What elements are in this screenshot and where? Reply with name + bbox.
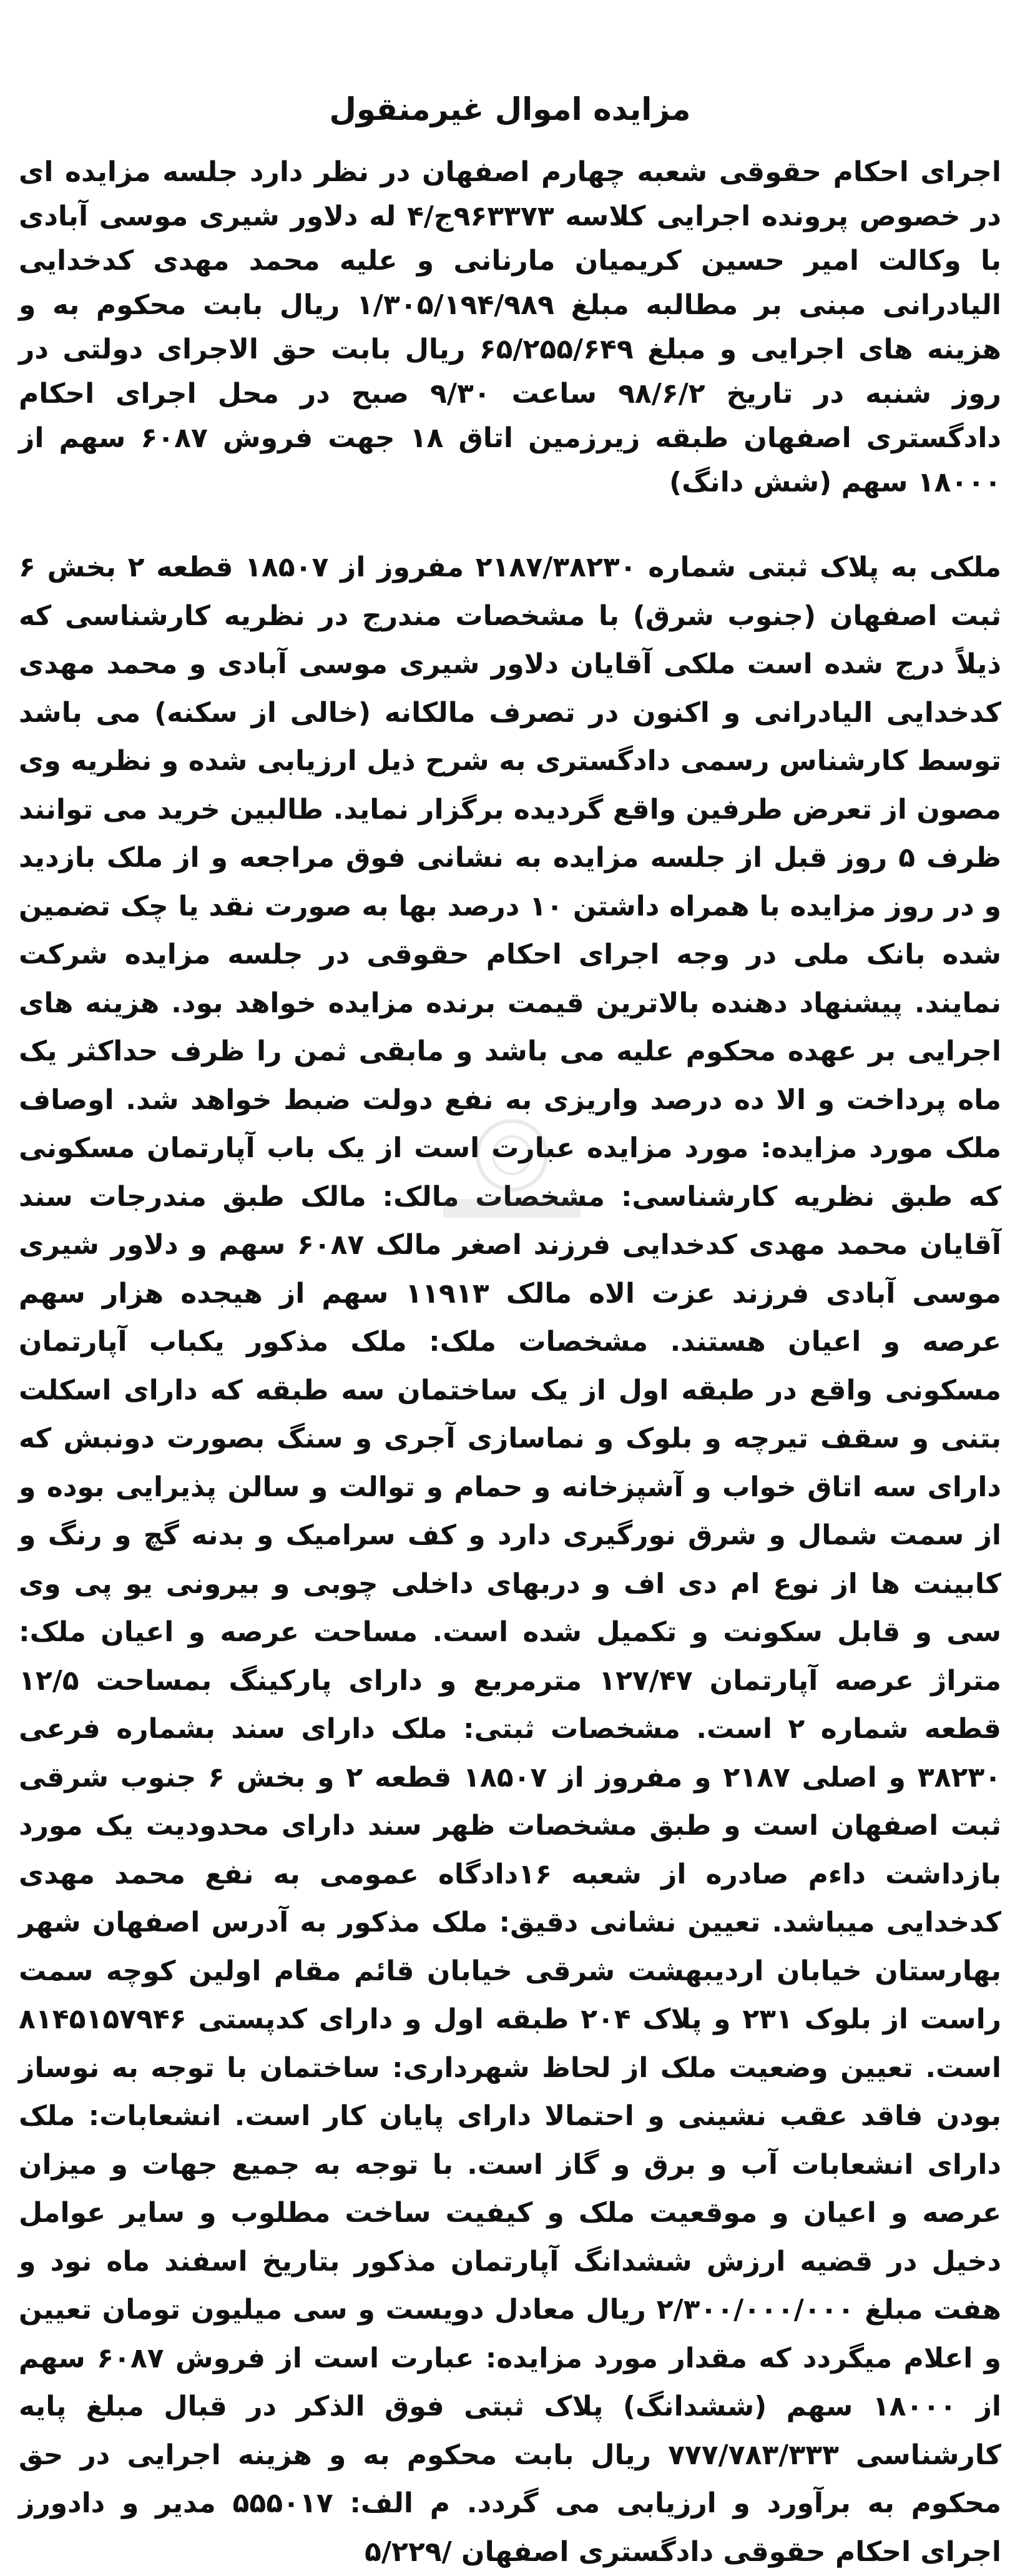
page-title: مزایده اموال غیرمنقول [329,91,691,127]
intro-paragraph: اجرای احکام حقوقی شعبه چهارم اصفهان در نظر دارد جلسه مزایده ای در خصوص پرونده اجرایی کلاسه ۹۶۳۳۷۳ج/۴ له دلاور شیری موسی آبادی با وکالت امیر حسین کریمیان مارنانی و علیه محمد مهدی کدخدایی الیادرانی مبنی بر مطالبه مبلغ ۱/۳۰۵/۱۹۴/۹۸۹ ریال بابت محکوم به و هزینه های اجرایی و مبلغ ۶۵/۲۵۵/۶۴۹ ریال بابت حق الاجرای دولتی در روز شنبه در تاریخ ۹۸/۶/۲ ساعت ۹/۳۰ صبح در محل اجرای احکام دادگستری اصفهان طبقه زیرزمین اتاق ۱۸ جهت فروش ۶۰۸۷ سهم از ۱۸۰۰۰ سهم (شش دانگ) [19,156,1002,498]
body-paragraph: ملکی به پلاک ثبتی شماره ۲۱۸۷/۳۸۲۳۰ مفروز از ۱۸۵۰۷ قطعه ۲ بخش ۶ ثبت اصفهان (جنوب شرق) با مشخصات مندرج در نظریه کارشناسی که ذیلاً درج شده است ملکی آقایان دلاور شیری موسی آبادی و محمد مهدی کدخدایی الیادرانی و اکنون در تصرف مالکانه (خالی از سکنه) می باشد توسط کارشناس رسمی دادگستری به شرح ذیل ارزیابی شده و نظریه وی مصون از تعرض طرفین واقع گردیده برگزار نماید. طالبین خرید می توانند ظرف ۵ روز قبل از جلسه مزایده به نشانی فوق مراجعه و از ملک بازدید و در روز مزایده با همراه داشتن ۱۰ درصد بها به صورت نقد یا چک تضمین شده بانک ملی در وجه اجرای احکام حقوقی در جلسه مزایده شرکت نمایند. پیشنهاد دهنده بالاترین قیمت برنده مزایده خواهد بود. هزینه های اجرایی بر عهده محکوم علیه می باشد و مابقی ثمن را ظرف حداکثر یک ماه پرداخت و الا ده درصد واریزی به نفع دولت ضبط خواهد شد. اوصاف ملک مورد مزایده: مورد مزایده عبارت است از یک باب آپارتمان مسکونی که طبق نظریه کارشناسی: مشخصات مالک: مالک طبق مندرجات سند آقایان محمد مهدی کدخدایی فرزند اصغر مالک ۶۰۸۷ سهم و دلاور شیری موسی آبادی فرزند عزت الاه مالک ۱۱۹۱۳ سهم از هیجده هزار سهم عرصه و اعیان هستند. مشخصات ملک: ملک مذکور یکباب آپارتمان مسکونی واقع در طبقه اول از یک ساختمان سه طبقه که دارای اسکلت بتنی و سقف تیرچه و بلوک و نماسازی آجری و سنگ بصورت دونبش که دارای سه اتاق خواب و آشپزخانه و حمام و توالت و سالن پذیرایی بوده و از سمت شمال و شرق نورگیری دارد و کف سرامیک و بدنه گچ و رنگ و کابینت ها از نوع ام دی اف و دربهای داخلی چوبی و بیرونی یو پی وی سی و قابل سکونت و تکمیل شده است. مساحت عرصه و اعیان ملک: متراژ عرصه آپارتمان ۱۲۷/۴۷ مترمربع و دارای پارکینگ بمساحت ۱۲/۵ قطعه شماره ۲ است. مشخصات ثبتی: ملک دارای سند بشماره فرعی ۳۸۲۳۰ و اصلی ۲۱۸۷ و مفروز از ۱۸۵۰۷ قطعه ۲ و بخش ۶ جنوب شرقی ثبت اصفهان است و طبق مشخصات ظهر سند دارای محدودیت یک مورد بازداشت داءم صادره از شعبه ۱۶دادگاه عمومی به نفع محمد مهدی کدخدایی میباشد. تعیین نشانی دقیق: ملک مذکور به آدرس اصفهان شهر بهارستان خیابان اردیبهشت شرقی خیابان قائم مقام اولین کوچه سمت راست از بلوک ۲۳۱ و پلاک ۲۰۴ طبقه اول و دارای کدپستی ۸۱۴۵۱۵۷۹۴۶ است. تعیین وضعیت ملک از لحاظ شهرداری: ساختمان با توجه به نوساز بودن فاقد عقب نشینی و احتمالا دارای پایان کار است. انشعابات: ملک دارای انشعابات آب و برق و گاز است. با توجه به جمیع جهات و میزان عرصه و اعیان و موقعیت ملک و کیفیت ساخت مطلوب و سایر عوامل دخیل در قضیه ارزش ششدانگ آپارتمان مذکور بتاریخ اسفند ماه نود و هفت مبلغ ۲/۳۰۰/۰۰۰/۰۰۰ ریال معادل دویست و سی میلیون تومان تعیین و اعلام میگردد که مقدار مورد مزایده: عبارت است از فروش ۶۰۸۷ سهم از ۱۸۰۰۰ سهم (ششدانگ) پلاک ثبتی فوق الذکر در قبال مبلغ پایه کارشناسی ۷۷۷/۷۸۳/۳۳۳ ریال بابت محکوم به و هزینه اجرایی در حق محکوم به برآورد و ارزیابی می گردد. م الف: ۵۵۵۰۱۷ مدیر و دادورز اجرای احکام حقوقی دادگستری اصفهان /۵/۲۲۹ [19,551,1002,2568]
